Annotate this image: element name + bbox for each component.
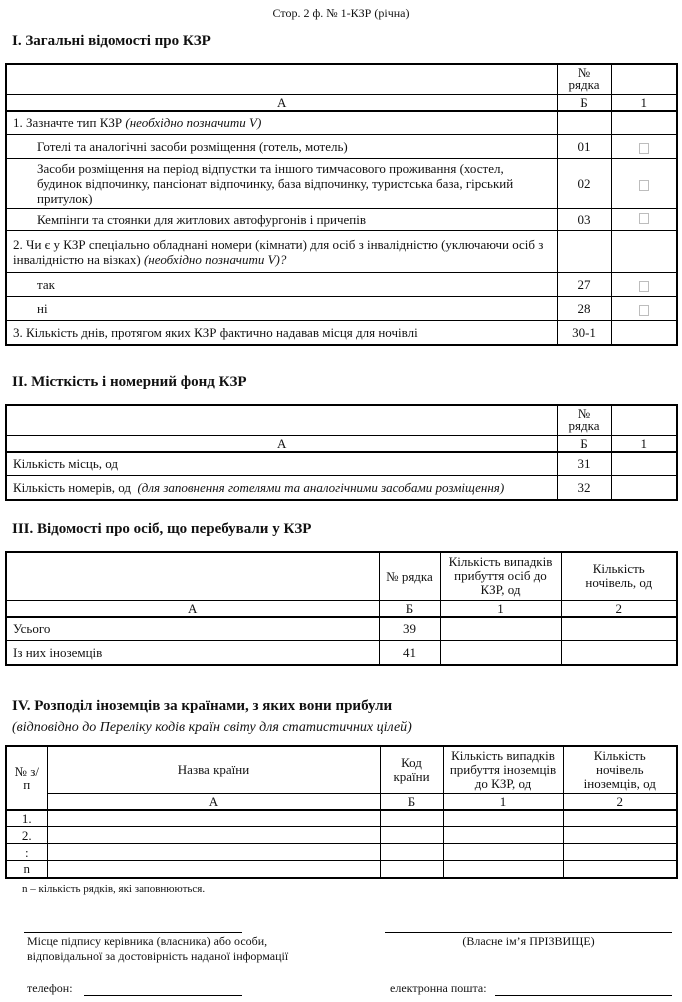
table-row (6, 617, 677, 641)
code-input-cell[interactable] (380, 861, 443, 878)
accessible-no-checkbox[interactable] (611, 297, 677, 321)
table-row (6, 209, 677, 231)
col-b-label: Б (380, 793, 443, 810)
table-row (6, 452, 677, 476)
table-row (6, 159, 677, 209)
table-row (6, 844, 677, 861)
section3-title: ІІІ. Відомості про осіб, що перебували у КЗР (12, 521, 312, 537)
col-1-label: 1 (443, 793, 563, 810)
checkbox-icon[interactable] (639, 281, 649, 292)
row-code: 32 (557, 476, 611, 500)
accessible-yes-checkbox[interactable] (611, 273, 677, 297)
question-1: 1. Зазначте тип КЗР (необхідно позначити V) (6, 111, 557, 135)
col-2-label: 2 (561, 600, 677, 617)
section4-subtitle: (відповідно до Переліку кодів країн світу для статистичних цілей) (12, 720, 412, 735)
code-input-cell[interactable] (380, 827, 443, 844)
checkbox-icon[interactable] (639, 180, 649, 191)
row-no: 2. (6, 827, 47, 844)
row-code: 39 (379, 617, 440, 641)
table-row (6, 476, 677, 500)
section1-table (5, 63, 678, 346)
checkbox-icon[interactable] (639, 143, 649, 154)
row-label: Засоби розміщення на період відпустки та іншого тимчасового проживання (хостел, будинок відпочинку, пансіонат відпочинку, база відпочинку, туристська база, гірський притулок) (6, 159, 557, 209)
header-no: № з/п (6, 746, 47, 810)
country-input-cell[interactable] (47, 810, 380, 827)
nights-input-cell[interactable] (561, 617, 677, 641)
nights-input-cell[interactable] (561, 641, 677, 665)
question-3: 3. Кількість днів, протягом яких КЗР фактично надавав місця для ночівлі (6, 321, 557, 345)
country-input-cell[interactable] (47, 827, 380, 844)
table-row (6, 861, 677, 878)
row-label: Із них іноземців (6, 641, 379, 665)
header-row-no: № рядка (557, 64, 611, 94)
table-row (6, 297, 677, 321)
row-label: Усього (6, 617, 379, 641)
row-code: 03 (557, 209, 611, 231)
col-2-label: 2 (563, 793, 677, 810)
row-code: 27 (557, 273, 611, 297)
header-code: Код країни (380, 746, 443, 793)
checkbox-icon[interactable] (639, 213, 649, 224)
rooms-input-cell[interactable] (611, 476, 677, 500)
nights-input-cell[interactable] (563, 810, 677, 827)
phone-label: телефон: (27, 981, 73, 995)
table-row (6, 135, 677, 159)
header-blank (611, 64, 677, 94)
row-code: 30-1 (557, 321, 611, 345)
section2-title: ІІ. Місткість і номерний фонд КЗР (12, 374, 247, 390)
question-2: 2. Чи є у КЗР спеціально обладнані номери (кімнати) для осіб з інвалідністю (уключаючи осіб з інвалідністю на візках) (необхідно позначити V)? (6, 231, 557, 273)
row-code: 31 (557, 452, 611, 476)
days-input-cell[interactable] (611, 321, 677, 345)
phone-input-line[interactable] (84, 995, 242, 996)
header-nights: Кількість ночівель іноземців, од (563, 746, 677, 793)
nights-input-cell[interactable] (563, 861, 677, 878)
row-label: так (6, 273, 557, 297)
row-code: 01 (557, 135, 611, 159)
row-code: 41 (379, 641, 440, 665)
name-line[interactable] (385, 932, 672, 933)
section1-title: І. Загальні відомості про КЗР (12, 33, 211, 49)
row-no: : (6, 844, 47, 861)
signature-line[interactable] (24, 932, 242, 933)
arrivals-input-cell[interactable] (443, 827, 563, 844)
header-row-no: № рядка (557, 405, 611, 435)
page-header: Стор. 2 ф. № 1-КЗР (річна) (272, 6, 410, 20)
checkbox-icon[interactable] (639, 305, 649, 316)
col-a-label: А (47, 793, 380, 810)
col-a-label: А (6, 435, 557, 452)
signature-caption: Місце підпису керівника (власника) або особи, відповідальної за достовірність наданої інформації (27, 934, 289, 963)
code-input-cell[interactable] (380, 810, 443, 827)
header-country: Назва країни (47, 746, 380, 793)
col-b-label: Б (557, 94, 611, 111)
code-input-cell[interactable] (380, 844, 443, 861)
row-code: 02 (557, 159, 611, 209)
header-nights: Кількість ночівель, од (561, 552, 677, 600)
header-row-no: № рядка (379, 552, 440, 600)
section2-table (5, 404, 678, 501)
name-caption: (Власне ім’я ПРІЗВИЩЕ) (462, 934, 595, 948)
type-checkbox-03[interactable] (611, 209, 677, 231)
email-input-line[interactable] (495, 995, 672, 996)
arrivals-input-cell[interactable] (440, 617, 561, 641)
table-row (6, 827, 677, 844)
country-input-cell[interactable] (47, 861, 380, 878)
table-row (6, 321, 677, 345)
row-code: 28 (557, 297, 611, 321)
col-1-label: 1 (440, 600, 561, 617)
row-label: Кемпінги та стоянки для житлових автофургонів і причепів (6, 209, 557, 231)
email-label: електронна пошта: (390, 981, 487, 995)
country-input-cell[interactable] (47, 844, 380, 861)
table-row (6, 273, 677, 297)
places-input-cell[interactable] (611, 452, 677, 476)
nights-input-cell[interactable] (563, 827, 677, 844)
table-row (6, 641, 677, 665)
row-label: Готелі та аналогічні засоби розміщення (готель, мотель) (6, 135, 557, 159)
arrivals-input-cell[interactable] (443, 844, 563, 861)
arrivals-input-cell[interactable] (443, 810, 563, 827)
col-1-label: 1 (611, 94, 677, 111)
arrivals-input-cell[interactable] (440, 641, 561, 665)
row-label: Кількість місць, од (6, 452, 557, 476)
row-label: Кількість номерів, од (для заповнення готелями та аналогічними засобами розміщення) (6, 476, 557, 500)
arrivals-input-cell[interactable] (443, 861, 563, 878)
header-blank (6, 64, 557, 94)
footnote: n – кількість рядків, які заповнюються. (22, 883, 206, 895)
col-a-label: А (6, 94, 557, 111)
row-label: ні (6, 297, 557, 321)
table-row (6, 810, 677, 827)
col-a-label: А (6, 600, 379, 617)
header-arrivals: Кількість випадків прибуття осіб до КЗР, од (440, 552, 561, 600)
col-b-label: Б (379, 600, 440, 617)
type-checkbox-02[interactable] (611, 159, 677, 209)
col-b-label: Б (557, 435, 611, 452)
header-arrivals: Кількість випадків прибуття іноземців до КЗР, од (443, 746, 563, 793)
row-no: n (6, 861, 47, 878)
type-checkbox-01[interactable] (611, 135, 677, 159)
section3-table (5, 551, 678, 666)
section4-table (5, 745, 678, 879)
row-no: 1. (6, 810, 47, 827)
nights-input-cell[interactable] (563, 844, 677, 861)
section4-title: ІV. Розподіл іноземців за країнами, з яких вони прибули (12, 698, 393, 714)
col-1-label: 1 (611, 435, 677, 452)
